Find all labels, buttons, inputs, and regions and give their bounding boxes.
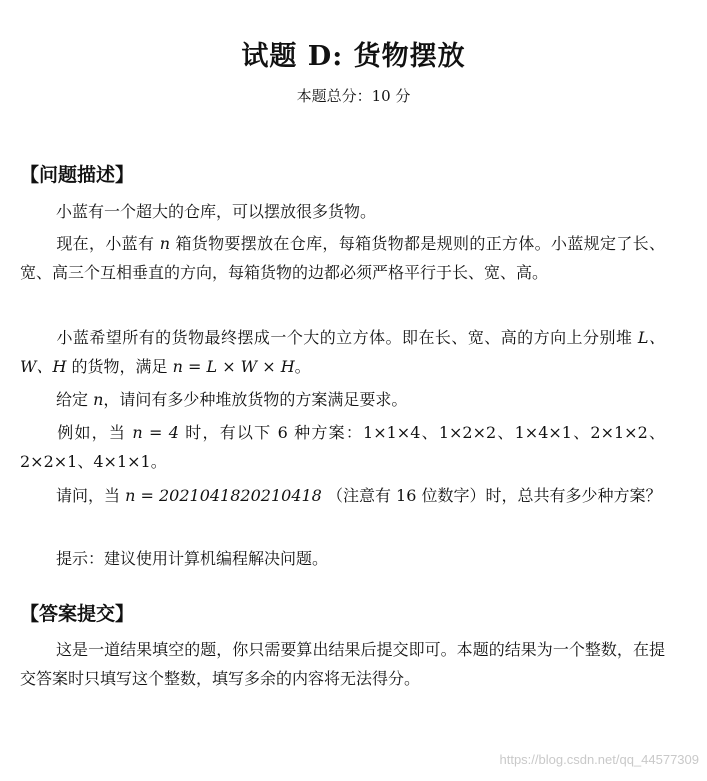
description-text: 时，有以下 6 种方案：1×1×4、1×2×2、1×4×1、2×1×2、2×2×1、4×1×1。 <box>20 423 665 471</box>
description-text: 。 <box>294 357 311 376</box>
math-formula: n = 2021041820210418 <box>125 486 322 505</box>
math-variables: L、W、H <box>20 328 665 376</box>
description-text: 的货物，满足 <box>66 357 173 376</box>
description-paragraph-4 <box>20 385 665 414</box>
math-variable: n <box>159 234 171 253</box>
problem-score: 本题总分：10 分 <box>296 87 411 105</box>
description-text: 给定 <box>56 390 94 409</box>
description-text: 箱货物要摆放在仓库，每箱货物都是规则的正方体。小蓝规定了长、宽、高三个互相垂直的方向，每箱货物的边都必须严格平行于长、宽、高。 <box>20 234 665 282</box>
math-formula: n = 4 <box>132 423 179 442</box>
description-text: 请问，当 <box>56 486 126 505</box>
answer-text: 这是一道结果填空的题，你只需要算出结果后提交即可。本题的结果为一个整数，在提交答案时只填写这个整数，填写多余的内容将无法得分。 <box>20 640 665 688</box>
problem-description-heading: 【问题描述】 <box>20 164 135 186</box>
description-paragraph-2 <box>20 229 665 287</box>
answer-submission-heading: 【答案提交】 <box>20 603 135 625</box>
description-paragraph-7 <box>20 544 665 573</box>
description-text: 小蓝希望所有的货物最终摆成一个大的立方体。即在长、宽、高的方向上分别堆 <box>56 328 638 347</box>
problem-title: 试题 D: 货物摆放 <box>241 41 466 72</box>
description-text: ，请问有多少种堆放货物的方案满足要求。 <box>103 390 408 409</box>
description-paragraph-5 <box>20 418 665 476</box>
description-text: 现在，小蓝有 <box>56 234 160 253</box>
description-paragraph-1 <box>20 197 665 226</box>
answer-paragraph <box>20 635 665 693</box>
hint-text: 提示：建议使用计算机编程解决问题。 <box>56 549 329 568</box>
description-paragraph-6 <box>20 481 665 510</box>
description-text: （注意有 16 位数字）时，总共有多少种方案？ <box>321 486 662 505</box>
math-formula: n = L × W × H <box>172 357 295 376</box>
description-paragraph-3 <box>20 323 665 381</box>
description-text: 例如，当 <box>56 423 133 442</box>
math-variable: n <box>93 390 104 409</box>
description-text: 小蓝有一个超大的仓库，可以摆放很多货物。 <box>56 202 377 221</box>
watermark-url: https://blog.csdn.net/qq_44577309 <box>499 752 699 767</box>
